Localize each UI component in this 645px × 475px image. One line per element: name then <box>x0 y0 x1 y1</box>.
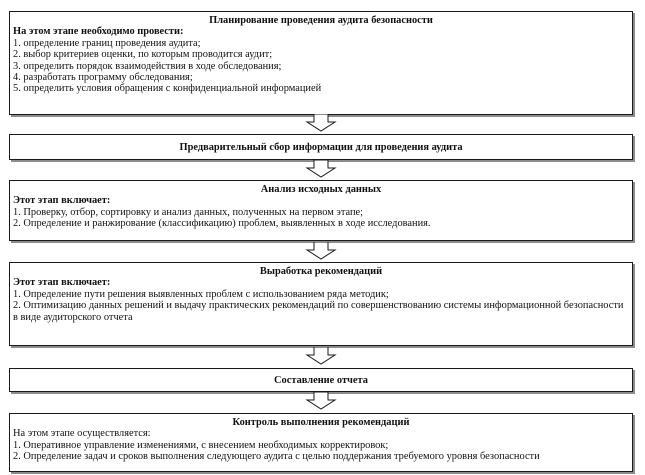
stage-planning <box>9 11 633 115</box>
down-arrow-icon <box>305 392 337 410</box>
stage-lead: На этом этапе необходимо провести: <box>13 26 184 38</box>
stage-lead: Этот этап включает: <box>13 195 111 207</box>
stage-title: Планирование проведения аудита безопасности <box>209 15 433 26</box>
stage-lead: На этом этапе осуществляется: <box>13 428 151 440</box>
stage-report <box>9 368 633 392</box>
list-item: 1. определение границ проведения аудита; <box>13 37 201 49</box>
list-item: 1. Определение пути решения выявленных проблем с использованием ряда методик; <box>13 288 389 300</box>
down-arrow-icon <box>305 242 337 260</box>
list-item: 1. Проверку, отбор, сортировку и анализ данных, полученных на первом этапе; <box>13 206 364 218</box>
stage-title: Контроль выполнения рекомендаций <box>232 417 410 428</box>
list-item: 4. разработать программу обследования; <box>13 72 193 84</box>
down-arrow-icon <box>305 160 337 178</box>
list-item: 2. Определение задач и сроков выполнения следующего аудита с целью поддержания требуемого уровня безопасности <box>13 451 540 463</box>
stage-info-collection <box>9 134 633 160</box>
stage-title: Предварительный сбор информации для проведения аудита <box>179 142 463 153</box>
list-item: 1. Оперативное управление изменениями, с внесением необходимых корректировок; <box>13 439 389 451</box>
list-item: 2. Оптимизацию данных решений и выдачу практических рекомендаций по совершенствованию системы информационной безопасности в виде аудиторского отчета <box>13 300 624 323</box>
stage-control <box>9 413 633 472</box>
list-item: 5. определить условия обращения с конфиденциальной информацией <box>13 83 322 95</box>
stage-title: Выработка рекомендаций <box>259 266 383 277</box>
list-item: 3. определить порядок взаимодействия в ходе обследования; <box>13 60 282 72</box>
stage-recommendations <box>9 262 633 346</box>
list-item: 2. выбор критериев оценки, по которым проводится аудит; <box>13 49 273 61</box>
list-item: 2. Определение и ранжирование (классификацию) проблем, выявленных в ходе исследования. <box>13 218 431 230</box>
stage-title: Анализ исходных данных <box>260 184 382 195</box>
stage-data-analysis <box>9 180 633 241</box>
stage-title: Составление отчета <box>274 375 368 386</box>
down-arrow-icon <box>305 114 337 132</box>
down-arrow-icon <box>305 347 337 365</box>
stage-lead: Этот этап включает: <box>13 277 111 289</box>
